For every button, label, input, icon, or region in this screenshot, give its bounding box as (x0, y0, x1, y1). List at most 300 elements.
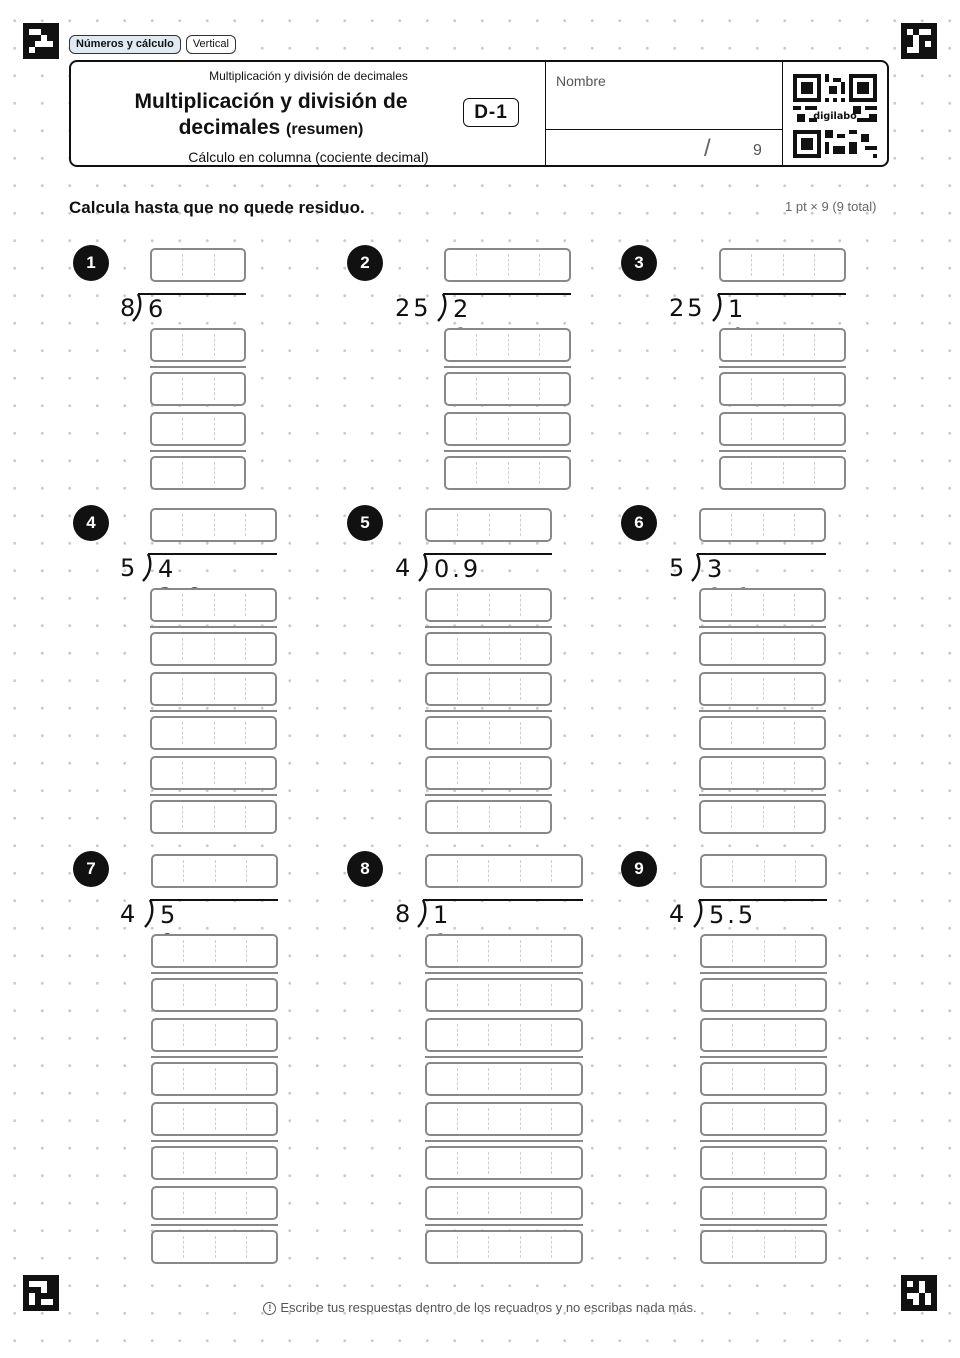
digit-guide-line (246, 1068, 247, 1090)
digit-guide-line (182, 378, 183, 400)
digit-guide-line (183, 984, 184, 1006)
name-label: Nombre (556, 73, 606, 89)
digit-guide-line (214, 334, 215, 356)
problem-number-badge: 9 (621, 851, 657, 887)
subtraction-line (444, 450, 571, 452)
division-bracket (690, 553, 704, 583)
work-row-box[interactable] (719, 372, 846, 406)
digit-guide-line (551, 1068, 552, 1090)
digit-guide-line (763, 514, 764, 536)
digit-guide-line (520, 638, 521, 660)
category-tags (69, 35, 236, 54)
digit-guide-line (488, 1152, 489, 1174)
digit-guide-line (794, 514, 795, 536)
digit-guide-line (783, 254, 784, 276)
subtraction-line (700, 1224, 827, 1226)
digit-guide-line (457, 1024, 458, 1046)
header-subtitle: Multiplicación y división de decimales (209, 69, 408, 83)
digit-guide-line (551, 860, 552, 882)
digit-guide-line (246, 1152, 247, 1174)
score-total: 9 (753, 142, 762, 159)
digit-guide-line (795, 940, 796, 962)
digit-guide-line (489, 722, 490, 744)
digit-guide-line (508, 462, 509, 484)
work-row-box[interactable] (699, 800, 826, 834)
digit-guide-line (732, 1108, 733, 1130)
work-row-box[interactable] (151, 1186, 278, 1220)
digit-guide-line (488, 1024, 489, 1046)
title-paren: (resumen) (286, 121, 364, 138)
points-info: 1 pt × 9 (9 total) (785, 199, 877, 214)
digit-guide-line (182, 638, 183, 660)
digit-guide-line (520, 678, 521, 700)
digit-guide-line (551, 1152, 552, 1174)
digit-guide-line (731, 638, 732, 660)
work-row-box[interactable] (425, 716, 552, 750)
work-row-box[interactable] (151, 978, 278, 1012)
digit-guide-line (794, 678, 795, 700)
digit-guide-line (183, 1236, 184, 1258)
digit-guide-line (764, 1024, 765, 1046)
digit-guide-line (488, 860, 489, 882)
problem-number-badge: 6 (621, 505, 657, 541)
work-row-box[interactable] (719, 456, 846, 490)
digit-guide-line (182, 418, 183, 440)
division-bracket (141, 553, 155, 583)
division-bracket (417, 553, 431, 583)
digit-guide-line (551, 940, 552, 962)
dividend: 1 (433, 901, 452, 929)
digit-guide-line (764, 1108, 765, 1130)
digit-guide-line (520, 762, 521, 784)
digit-guide-line (246, 984, 247, 1006)
digit-guide-line (457, 638, 458, 660)
digit-guide-line (520, 594, 521, 616)
digit-guide-line (763, 638, 764, 660)
digit-guide-line (246, 1236, 247, 1258)
work-row-box[interactable] (150, 756, 277, 790)
digit-guide-line (508, 378, 509, 400)
work-row-box[interactable] (425, 632, 552, 666)
work-row-box[interactable] (425, 1230, 583, 1264)
digit-guide-line (215, 1024, 216, 1046)
tag-format: Vertical (186, 35, 236, 54)
tag-category: Números y cálculo (69, 35, 181, 54)
digit-guide-line (763, 762, 764, 784)
digit-guide-line (457, 1236, 458, 1258)
digit-guide-line (732, 1236, 733, 1258)
dividend: 2 (453, 295, 472, 323)
digit-guide-line (245, 678, 246, 700)
digit-guide-line (551, 1024, 552, 1046)
work-row-box[interactable] (425, 588, 552, 622)
digit-guide-line (457, 940, 458, 962)
digit-guide-line (457, 514, 458, 536)
digit-guide-line (795, 984, 796, 1006)
digit-guide-line (457, 860, 458, 882)
subtraction-line (719, 450, 846, 452)
subtraction-line (425, 1140, 583, 1142)
subtraction-line (425, 710, 552, 712)
digit-guide-line (508, 254, 509, 276)
digit-guide-line (476, 334, 477, 356)
digit-guide-line (795, 1108, 796, 1130)
digit-guide-line (457, 722, 458, 744)
digit-guide-line (245, 514, 246, 536)
work-row-box[interactable] (425, 1186, 583, 1220)
work-row-box[interactable] (700, 1230, 827, 1264)
work-row-box[interactable] (425, 1102, 583, 1136)
quotient-answer-box[interactable] (444, 248, 571, 282)
work-row-box[interactable] (444, 372, 571, 406)
digit-guide-line (520, 1108, 521, 1130)
work-row-box[interactable] (699, 672, 826, 706)
work-row-box[interactable] (151, 1062, 278, 1096)
qr-code (793, 74, 877, 158)
dividend: 5 (160, 901, 179, 929)
digit-guide-line (182, 594, 183, 616)
work-row-box[interactable] (150, 372, 246, 406)
digit-guide-line (488, 1068, 489, 1090)
digit-guide-line (245, 638, 246, 660)
work-row-box[interactable] (700, 1146, 827, 1180)
digit-guide-line (183, 1024, 184, 1046)
digit-guide-line (794, 762, 795, 784)
digit-guide-line (751, 462, 752, 484)
digit-guide-line (795, 1024, 796, 1046)
digit-guide-line (763, 594, 764, 616)
digit-guide-line (215, 1192, 216, 1214)
work-row-box[interactable] (151, 1146, 278, 1180)
work-row-box[interactable] (150, 456, 246, 490)
digit-guide-line (182, 806, 183, 828)
work-row-box[interactable] (150, 412, 246, 446)
digit-guide-line (764, 1152, 765, 1174)
digit-guide-line (795, 1152, 796, 1174)
digit-guide-line (489, 514, 490, 536)
worksheet-title (121, 89, 421, 143)
work-row-box[interactable] (150, 632, 277, 666)
digit-guide-line (764, 1068, 765, 1090)
digit-guide-line (539, 418, 540, 440)
digit-guide-line (457, 806, 458, 828)
digit-guide-line (214, 638, 215, 660)
digit-guide-line (214, 722, 215, 744)
digit-guide-line (488, 1192, 489, 1214)
name-divider (546, 129, 782, 130)
digit-guide-line (489, 678, 490, 700)
work-row-box[interactable] (425, 978, 583, 1012)
digit-guide-line (732, 860, 733, 882)
work-row-box[interactable] (151, 934, 278, 968)
digit-guide-line (551, 1192, 552, 1214)
work-row-box[interactable] (700, 1062, 827, 1096)
problem-number-badge: 7 (73, 851, 109, 887)
digit-guide-line (476, 462, 477, 484)
digit-guide-line (539, 378, 540, 400)
subtraction-line (151, 972, 278, 974)
work-row-box[interactable] (150, 588, 277, 622)
digit-guide-line (520, 722, 521, 744)
digit-guide-line (489, 594, 490, 616)
work-row-box[interactable] (700, 1102, 827, 1136)
digit-guide-line (751, 334, 752, 356)
problem-number-badge: 5 (347, 505, 383, 541)
subtraction-line (425, 972, 583, 974)
digit-guide-line (246, 1192, 247, 1214)
quotient-answer-box[interactable] (699, 508, 826, 542)
digit-guide-line (731, 678, 732, 700)
digit-guide-line (457, 1068, 458, 1090)
digit-guide-line (182, 722, 183, 744)
quotient-answer-box[interactable] (150, 508, 277, 542)
problem-number-badge: 4 (73, 505, 109, 541)
digit-guide-line (795, 1068, 796, 1090)
digit-guide-line (457, 984, 458, 1006)
quotient-answer-box[interactable] (700, 854, 827, 888)
qr-caption: digilabo (813, 111, 857, 123)
subtraction-line (425, 1056, 583, 1058)
subtraction-line (151, 1224, 278, 1226)
digit-guide-line (732, 1024, 733, 1046)
digit-guide-line (764, 1236, 765, 1258)
subtraction-line (699, 794, 826, 796)
divisor: 25 (395, 294, 432, 322)
digit-guide-line (731, 722, 732, 744)
digit-guide-line (214, 594, 215, 616)
work-row-box[interactable] (700, 934, 827, 968)
digit-guide-line (245, 722, 246, 744)
digit-guide-line (520, 806, 521, 828)
work-row-box[interactable] (699, 756, 826, 790)
digit-guide-line (764, 984, 765, 1006)
digit-guide-line (814, 418, 815, 440)
subtraction-line (699, 710, 826, 712)
divisor: 8 (120, 294, 139, 322)
digit-guide-line (794, 806, 795, 828)
digit-guide-line (795, 860, 796, 882)
subtraction-line (700, 1140, 827, 1142)
work-row-box[interactable] (150, 328, 246, 362)
digit-guide-line (457, 1108, 458, 1130)
digit-guide-line (763, 678, 764, 700)
digit-guide-line (183, 940, 184, 962)
digit-guide-line (731, 762, 732, 784)
digit-guide-line (246, 860, 247, 882)
work-row-box[interactable] (150, 672, 277, 706)
digit-guide-line (794, 638, 795, 660)
work-row-box[interactable] (699, 588, 826, 622)
digit-guide-line (215, 1236, 216, 1258)
digit-guide-line (182, 254, 183, 276)
quotient-answer-box[interactable] (151, 854, 278, 888)
division-bracket (416, 899, 430, 929)
digit-guide-line (520, 514, 521, 536)
subtraction-line (719, 366, 846, 368)
work-row-box[interactable] (425, 1018, 583, 1052)
digit-guide-line (551, 984, 552, 1006)
digit-guide-line (520, 1068, 521, 1090)
dividend: 1 (728, 295, 747, 323)
work-row-box[interactable] (699, 632, 826, 666)
digit-guide-line (182, 514, 183, 536)
quotient-answer-box[interactable] (425, 508, 552, 542)
digit-guide-line (520, 984, 521, 1006)
divisor: 4 (120, 900, 139, 928)
digit-guide-line (783, 418, 784, 440)
digit-guide-line (732, 1068, 733, 1090)
work-row-box[interactable] (425, 800, 552, 834)
digit-guide-line (520, 1236, 521, 1258)
digit-guide-line (731, 806, 732, 828)
digit-guide-line (795, 1236, 796, 1258)
digit-guide-line (795, 1192, 796, 1214)
digit-guide-line (732, 1152, 733, 1174)
digit-guide-line (245, 594, 246, 616)
division-bracket (143, 899, 157, 929)
digit-guide-line (488, 1236, 489, 1258)
division-bracket (436, 293, 450, 323)
digit-guide-line (783, 378, 784, 400)
work-row-box[interactable] (151, 1102, 278, 1136)
work-row-box[interactable] (150, 716, 277, 750)
digit-guide-line (214, 806, 215, 828)
divisor: 8 (395, 900, 414, 928)
digit-guide-line (214, 254, 215, 276)
digit-guide-line (814, 254, 815, 276)
name-score-area (545, 62, 783, 165)
digit-guide-line (488, 940, 489, 962)
digit-guide-line (520, 1192, 521, 1214)
digit-guide-line (215, 984, 216, 1006)
work-row-box[interactable] (151, 1230, 278, 1264)
work-row-box[interactable] (425, 1062, 583, 1096)
digit-guide-line (751, 378, 752, 400)
work-row-box[interactable] (425, 1146, 583, 1180)
digit-guide-line (488, 984, 489, 1006)
digit-guide-line (539, 334, 540, 356)
work-row-box[interactable] (150, 800, 277, 834)
digit-guide-line (751, 254, 752, 276)
score-slash: / (704, 135, 711, 162)
digit-guide-line (489, 762, 490, 784)
digit-guide-line (751, 418, 752, 440)
digit-guide-line (814, 334, 815, 356)
digit-guide-line (814, 378, 815, 400)
divisor: 5 (669, 554, 688, 582)
division-bracket (711, 293, 725, 323)
work-row-box[interactable] (700, 1018, 827, 1052)
digit-guide-line (764, 1192, 765, 1214)
info-icon: ! (263, 1302, 276, 1315)
digit-guide-line (214, 462, 215, 484)
digit-guide-line (246, 940, 247, 962)
digit-guide-line (476, 254, 477, 276)
work-row-box[interactable] (699, 716, 826, 750)
digit-guide-line (183, 1152, 184, 1174)
digit-guide-line (476, 418, 477, 440)
divisor: 5 (120, 554, 139, 582)
digit-guide-line (794, 722, 795, 744)
subtraction-line (150, 794, 277, 796)
digit-guide-line (508, 418, 509, 440)
digit-guide-line (457, 762, 458, 784)
work-row-box[interactable] (719, 328, 846, 362)
digit-guide-line (246, 1024, 247, 1046)
quotient-answer-box[interactable] (150, 248, 246, 282)
digit-guide-line (183, 1108, 184, 1130)
digit-guide-line (245, 806, 246, 828)
work-row-box[interactable] (425, 672, 552, 706)
digit-guide-line (182, 678, 183, 700)
digit-guide-line (489, 638, 490, 660)
subtraction-line (151, 1056, 278, 1058)
digit-guide-line (539, 254, 540, 276)
division-bracket (692, 899, 706, 929)
subtraction-line (700, 1056, 827, 1058)
subtraction-line (150, 710, 277, 712)
subtraction-line (150, 366, 246, 368)
problem-number-badge: 1 (73, 245, 109, 281)
work-row-box[interactable] (425, 756, 552, 790)
digit-guide-line (214, 514, 215, 536)
title-main: decimales (178, 116, 281, 139)
footer-note (0, 1300, 960, 1315)
digit-guide-line (457, 678, 458, 700)
subtraction-line (444, 366, 571, 368)
dividend: 5.5 (709, 901, 757, 929)
digit-guide-line (182, 334, 183, 356)
work-row-box[interactable] (444, 412, 571, 446)
digit-guide-line (731, 594, 732, 616)
digit-guide-line (214, 762, 215, 784)
digit-guide-line (520, 940, 521, 962)
subtraction-line (151, 1140, 278, 1142)
subtraction-line (425, 626, 552, 628)
digit-guide-line (215, 1152, 216, 1174)
quotient-answer-box[interactable] (425, 854, 583, 888)
work-row-box[interactable] (151, 1018, 278, 1052)
subtraction-line (150, 626, 277, 628)
work-row-box[interactable] (700, 1186, 827, 1220)
digit-guide-line (215, 1068, 216, 1090)
divisor: 25 (669, 294, 706, 322)
digit-guide-line (183, 1068, 184, 1090)
worksheet-code: D-1 (463, 98, 519, 127)
problem-number-badge: 3 (621, 245, 657, 281)
work-row-box[interactable] (719, 412, 846, 446)
corner-marker-top-right (901, 23, 937, 59)
subtraction-line (150, 450, 246, 452)
digit-guide-line (214, 378, 215, 400)
dividend: 3 (707, 555, 726, 583)
dividend: 6 (148, 295, 167, 323)
quotient-answer-box[interactable] (719, 248, 846, 282)
title-line-1: Multiplicación y división de (134, 90, 408, 113)
digit-guide-line (489, 806, 490, 828)
work-row-box[interactable] (444, 328, 571, 362)
digit-guide-line (539, 462, 540, 484)
subtraction-line (699, 626, 826, 628)
work-row-box[interactable] (444, 456, 571, 490)
work-row-box[interactable] (700, 978, 827, 1012)
digit-guide-line (763, 722, 764, 744)
digit-guide-line (551, 1108, 552, 1130)
digit-guide-line (732, 1192, 733, 1214)
digit-guide-line (508, 334, 509, 356)
digit-guide-line (520, 1152, 521, 1174)
work-row-box[interactable] (425, 934, 583, 968)
